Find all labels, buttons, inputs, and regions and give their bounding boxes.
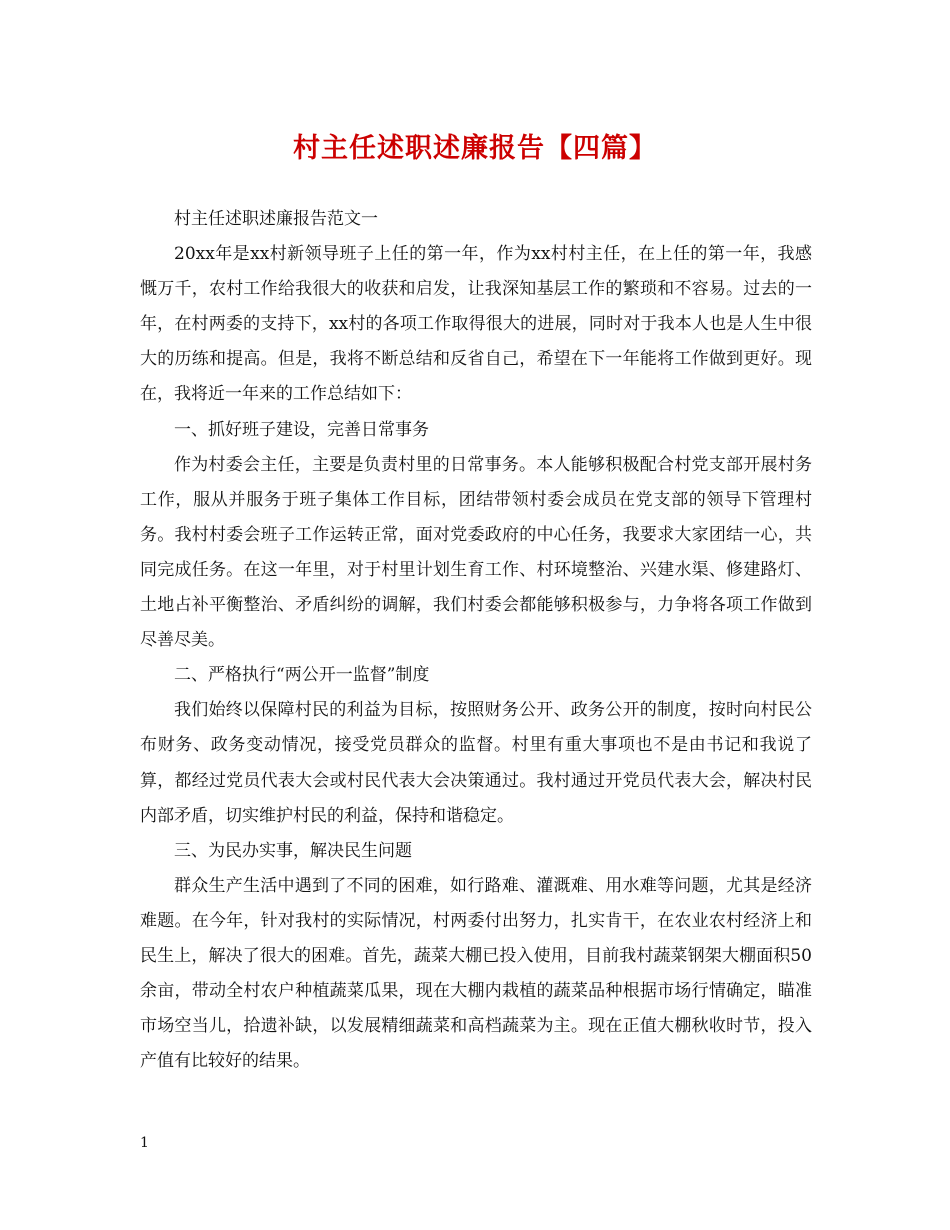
section-heading-team-building: 一、抓好班子建设，完善日常事务 [174,419,429,440]
paragraph-practical-matters: 群众生产生活中遇到了不同的困难，如行路难、灌溉难、用水难等问题，尤其是经济难题。在今年，针对我村的实际情况，村两委付出努力，扎实肯干，在农业农村经济上和民生上，解决了很大的困难。首先，蔬菜大棚已投入使用，目前我村蔬菜钢架大棚面积50余亩，带动全村农户种植蔬菜瓜果，现在大棚内栽植的蔬菜品种根据市场行情确定，瞄准市场空当儿，拾遗补缺，以发展精细蔬菜和高档蔬菜为主。现在正值大棚秋收时节，投入产值有比较好的结果。 [140,875,812,1072]
section-heading-practical-matters: 三、为民办实事，解决民生问题 [174,840,412,861]
paragraph-two-publics: 我们始终以保障村民的利益为目标，按照财务公开、政务公开的制度，按时向村民公布财务、政务变动情况，接受党员群众的监督。村里有重大事项也不是由书记和我说了算，都经过党员代表大会或村民代表大会决策通过。我村通过开党员代表大会，解决村民内部矛盾，切实维护村民的利益，保持和谐稳定。 [140,700,812,826]
document-body [140,202,812,1079]
paragraph-team-building: 作为村委会主任，主要是负责村里的日常事务。本人能够积极配合村党支部开展村务工作，服从并服务于班子集体工作目标，团结带领村委会成员在党支部的领导下管理村务。我村村委会班子工作运转正常，面对党委政府的中心任务，我要求大家团结一心，共同完成任务。在这一年里，对于村里计划生育工作、村环境整治、兴建水渠、修建路灯、土地占补平衡整治、矛盾纠纷的调解，我们村委会都能够积极参与，力争将各项工作做到尽善尽美。 [140,454,812,651]
document-title: 村主任述职述廉报告【四篇】 [293,133,657,164]
page-number: 1 [140,1135,149,1151]
section-heading-sample-one: 村主任述职述廉报告范文一 [174,209,378,229]
section-heading-two-publics: 二、严格执行“两公开一监督”制度 [174,665,430,686]
paragraph-introduction: 20xx年是xx村新领导班子上任的第一年，作为xx村村主任，在上任的第一年，我感慨万千，农村工作给我很大的收获和启发，让我深知基层工作的繁琐和不容易。过去的一年，在村两委的支持下，xx村的各项工作取得很大的进展，同时对于我本人也是人生中很大的历练和提高。但是，我将不断总结和反省自己，希望在下一年能将工作做到更好。现在，我将近一年来的工作总结如下： [140,244,812,405]
